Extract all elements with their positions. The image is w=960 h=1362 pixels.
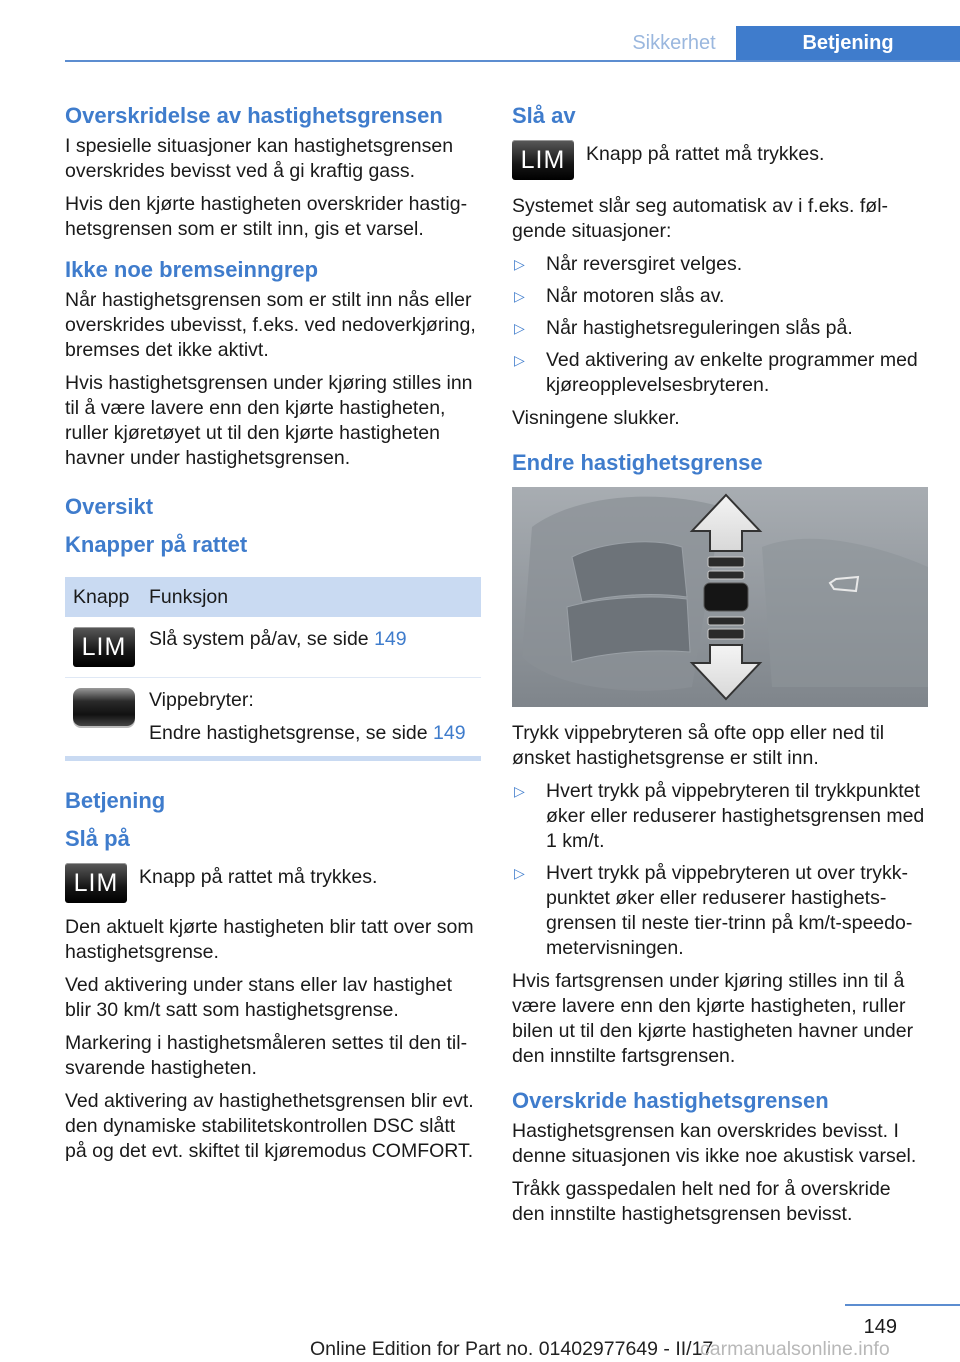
page-number: 149 [863,1316,897,1338]
paragraph: Trykk vippebryteren så ofte opp eller ned til ønsket hastighetsgrense er stilt inn. [512,722,885,769]
triangle-bullet-icon: ▷ [514,256,525,272]
function-text: Endre hastighetsgrense, se side [149,722,434,744]
column-header-knapp: Knapp [65,577,141,617]
paragraph: Når hastighetsgrensen som er stilt inn nås eller overskrides ubevisst, f.eks. ved nedoverkjøring, bremses det ikke aktivt. [65,289,476,361]
list-item: ▷ Ved aktivering av enkelte programmer med kjøreopplevelsesbryteren. [514,349,918,396]
function-text-wrapper [149,721,481,746]
paragraph: Hvis den kjørte hastigheten overskrider hastighetsgrensen som er stilt inn, gis et varsel. [65,193,468,240]
paragraph: I spesielle situasjoner kan hastighetsgrensen overskrides bevisst ved å gi kraftig gass. [65,135,454,182]
watermark: carmanualsonline.info [700,1338,890,1360]
page-link[interactable]: 149 [433,722,466,744]
function-text: Slå system på/av, se side [149,628,375,650]
heading-endre-hastighetsgrense: Endre hastighetsgrense [512,450,763,475]
triangle-bullet-icon: ▷ [514,783,525,799]
page-header [0,0,960,62]
list-item: ▷ Når motoren slås av. [514,285,725,307]
paragraph: Ved aktivering av hastighethetsgrensen blir evt. den dynamiske stabilitetskontrollen DSC slått på og det evt. skiftet til kjøremodus COMFORT. [65,1090,474,1162]
sla-av-row [512,140,928,180]
list-item: ▷ Hvert trykk på vippebryteren til trykkpunktet øker eller reduserer hastighetsgrensen med 1 km/t. [514,780,925,852]
tab-betjening[interactable]: Betjening [736,26,960,60]
table-header-row [65,577,481,617]
footer-rule [845,1304,960,1306]
heading-overskridelse: Overskridelse av hastighetsgrensen [65,103,443,128]
heading-oversikt: Oversikt [65,494,154,519]
edition-note: Online Edition for Part no. 01402977649 - II/17 [310,1338,714,1360]
page-link[interactable]: 149 [374,628,407,650]
paragraph: Hastighetsgrensen kan overskrides bevisst. I denne situasjonen vis ikke noe akustisk varsel. [512,1120,917,1167]
paragraph: Systemet slår seg automatisk av i f.eks. følgende situasjoner: [512,195,889,242]
paragraph: Den aktuelt kjørte hastigheten blir tatt over som hastighetsgrense. [65,916,474,963]
column-header-funksjon: Funksjon [141,577,481,617]
list-item: ▷ Når reversgiret velges. [514,253,743,275]
left-column [65,102,481,1172]
heading-sla-av: Slå av [512,103,576,128]
paragraph: Tråkk gasspedalen helt ned for å overskride den innstilte hastighetsgrensen bevisst. [512,1178,891,1225]
triangle-bullet-icon: ▷ [514,320,525,336]
table-bottom-rule [65,756,481,761]
table-cell-function [141,617,481,678]
table-cell-icon [65,617,141,678]
lim-button-icon: LIM [65,863,127,903]
paragraph: Hvis fartsgrensen under kjøring stilles inn til å være lavere enn den kjørte hastigheten, ruller bilen ut til den kjørte hastigheten havner under den innstilte fartsgrensen. [512,970,914,1067]
heading-overskride: Overskride hastighetsgrensen [512,1088,829,1113]
table-row [65,678,481,757]
heading-betjening: Betjening [65,788,166,813]
sla-pa-row [65,863,481,903]
heading-sla-pa: Slå på [65,826,130,851]
paragraph: Hvis hastighetsgrensen under kjøring stilles inn til å være lavere enn den kjørte hastigheten, ruller kjøretøyet ut til den kjørte hastigheten havner under hastighetsgrensen. [65,372,473,469]
lim-button-icon: LIM [512,140,574,180]
table-cell-function [141,678,481,757]
paragraph: Knapp på rattet må trykkes. [139,866,378,888]
triangle-bullet-icon: ▷ [514,352,525,368]
bullet-list [512,252,928,398]
paragraph: Markering i hastighetsmåleren settes til den tilsvarende hastigheten. [65,1032,468,1079]
steering-wheel-photo [512,487,928,707]
right-column [512,102,928,1235]
heading-bremseinngrep: Ikke noe bremseinngrep [65,257,319,282]
rocker-switch-icon [73,688,135,726]
list-item: ▷ Hvert trykk på vippebryteren ut over trykkpunktet øker eller reduserer hastighetsgrensen til neste tier-trinn på km/t-speedometervisningen. [514,862,913,959]
paragraph: Visningene slukker. [512,407,680,429]
paragraph: Knapp på rattet må trykkes. [586,143,825,165]
triangle-bullet-icon: ▷ [514,288,525,304]
bullet-list [512,779,928,961]
heading-knapper-pa-rattet: Knapper på rattet [65,532,248,557]
list-item: ▷ Når hastighetsreguleringen slås på. [514,317,853,339]
table-row [65,617,481,678]
function-text: Vippebryter: [149,689,254,711]
tab-sikkerhet[interactable]: Sikkerhet [632,32,716,54]
triangle-bullet-icon: ▷ [514,865,525,881]
buttons-table [65,577,481,756]
table-cell-icon [65,678,141,757]
paragraph: Ved aktivering under stans eller lav hastighet blir 30 km/t satt som hastighetsgrense. [65,974,452,1021]
lim-button-icon: LIM [73,627,135,667]
header-rule [65,60,960,62]
